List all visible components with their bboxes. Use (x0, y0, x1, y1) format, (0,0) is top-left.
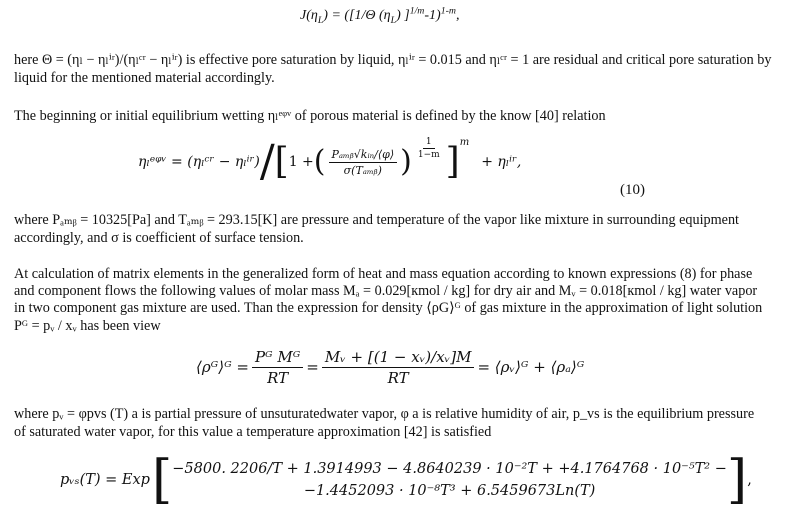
eq10-exp-outer: m (459, 136, 470, 148)
para4-line3: in two component gas mixture are used. Than the expression for density ⟨ρG⟩ᴳ of gas mixture in the approximation of light solution (14, 300, 763, 316)
pvs-row1: −5800. 2206/T + 1.3914993 − 4.8640239 · 10⁻²T + +4.1764768 · 10⁻⁵T² − (172, 461, 727, 477)
para3-line1: where Pₐₘᵦ = 10325[Pa] and Tₐₘᵦ = 293.15[K] are pressure and temperature of the vapor like mixture in surrounding equipment (14, 212, 739, 228)
density-f2-num: Mᵥ + [(1 − xᵥ)/xᵥ]M (322, 348, 475, 368)
para4-line2: and component flows the following values of molar mass Mₐ = 0.029[кmol / kg] for dry air and Mᵥ = 0.018[кmol / kg] water vapor (14, 283, 758, 299)
para1-line1: here Θ = (ηₗ − ηₗⁱʳ)/(ηₗᶜʳ − ηₗⁱʳ) is effective pore saturation by liquid, ηₗⁱʳ = 0.015 and ηₗᶜʳ = 1 are residual and critical pore saturation by (14, 52, 772, 68)
para5-line1: where pᵥ = φpvs (T) a is partial pressure of unsuturatedwater vapor, φ a is relative humidity of air, p_vs is the equilibrium pressure (14, 406, 755, 422)
density-f1-num: Pᴳ Mᴳ (252, 348, 303, 368)
eq10-inner-den: σ(Tₐₘᵦ) (343, 163, 382, 177)
density-lhs: ⟨ρᴳ⟩ᴳ = (196, 358, 249, 376)
density-f2-den: RT (387, 368, 409, 387)
pvs-lhs: pᵥₛ(T) = Exp (60, 472, 150, 488)
equation-number: (10) (620, 182, 645, 198)
eq10-lhs: ηₗᵉᵠᵛ = (ηₗᶜʳ − ηₗⁱʳ) (138, 154, 260, 170)
eq10-tail: + ηₗⁱʳ, (481, 154, 522, 170)
para3-line2: accordingly, and σ is coefficient of surface tension. (14, 230, 304, 246)
pvs-row2: −1.4452093 · 10⁻⁸T³ + 6.5459673Ln(T) (303, 483, 596, 499)
eq10-inner-num: Pₐₘᵦ√kᵢₙ/⟨φ⟩ (329, 148, 398, 163)
equation-10: ηₗᵉᵠᵛ = (ηₗᶜʳ − ηₗⁱʳ) / [ 1 + ( $\frac{\text{Pₐₘᵦ√kᵢₙ/⟨φ⟩}}{\text{σ(Tₐₘᵦ)}}$ ) $\frac{1}{1-m}$ ] m + ηₗⁱʳ, (138, 136, 522, 187)
equation-j: $J(\eta_L) = ([1/\Theta$ $(\eta_L)$ ]$^{1/m}$-1)$^{1-m}$, (300, 5, 460, 26)
eq10-exp-den: 1−m (417, 149, 440, 160)
pvs-tail: , (747, 472, 752, 488)
equation-pvs: pᵥₛ(T) = Exp [ −5800. 2206/T + 1.3914993 − 4.8640239 · 10⁻²T + +4.1764768 · 10⁻⁵T² − −1.4452093 · 10⁻⁸T³ + 6.5459673Ln(T) ] , (60, 450, 752, 510)
para1-line2: liquid for the mentioned material accordingly. (14, 70, 275, 86)
eq10-exp-num: 1 (423, 137, 435, 149)
density-f1-den: RT (267, 368, 289, 387)
para2: The beginning or initial equilibrium wetting ηₗᵉᵠᵛ of porous material is defined by the know [40] relation (14, 108, 606, 124)
para5-line2: of saturated water vapor, for this value a temperature approximation [42] is satisfied (14, 424, 492, 440)
para4-line4: Pᴳ = pᵥ / xᵥ has been view (14, 318, 161, 334)
density-rhs: = ⟨ρᵥ⟩ᴳ + ⟨ρₐ⟩ᴳ (477, 358, 585, 376)
para4-line1: At calculation of matrix elements in the generalized form of heat and mass equation according to known expressions (8) for phase (14, 266, 753, 282)
equation-density: ⟨ρᴳ⟩ᴳ = $\frac{\text{Pᴳ Mᴳ}}{RT}$ = $\frac{\text{Mᵥ + [(1 − xᵥ)/xᵥ]M}}{RT}$ = ⟨ρᵥ⟩ᴳ + ⟨ρₐ⟩ᴳ (196, 347, 585, 387)
